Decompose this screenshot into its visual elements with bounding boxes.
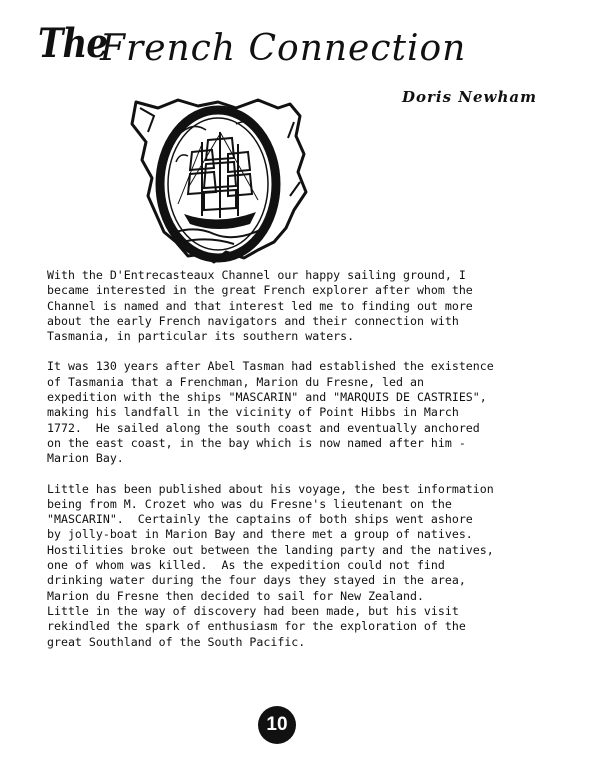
tasmania-map-ship-icon bbox=[118, 92, 318, 272]
article-paragraph: Little has been published about his voyage, the best information being from M. Crozet who was du Fresne's lieutenant on the "MASCARIN". Certainly the captains of both ships went ashore by jolly-boat in Marion Bay and there met a group of natives. Hostilities broke out between the landing party and the natives, one of whom was killed. As the expedition could not find drinking water during the four days they stayed in the area, Marion du Fresne then decided to sail for New Zealand. Little in the way of discovery had been made, but his visit rekindled the spark of enthusiasm for the exploration of the great Southland of the South Pacific. bbox=[47, 481, 494, 649]
author-name: Doris Newham bbox=[402, 88, 537, 106]
title-the: The bbox=[38, 20, 108, 67]
article-body bbox=[47, 268, 587, 665]
article-paragraph: It was 130 years after Abel Tasman had established the existence of Tasmania that a Frenchman, Marion du Fresne, led an expedition with the ships "MASCARIN" and "MARQUIS DE CASTRIES", making his landfall in the vicinity of Point Hibbs in March 1772. He sailed along the south coast and eventually anchored on the east coast, in the bay which is now named after him - Marion Bay. bbox=[47, 359, 494, 466]
page-title bbox=[38, 14, 467, 84]
title-script: French Connection bbox=[100, 28, 467, 69]
article-paragraph: With the D'Entrecasteaux Channel our happy sailing ground, I became interested in the great French explorer after whom the Channel is named and that interest led me to finding out more about the early French navigators and their connection with Tasmania, in particular its southern waters. bbox=[47, 268, 473, 344]
page-number-badge: 10 bbox=[258, 706, 296, 744]
